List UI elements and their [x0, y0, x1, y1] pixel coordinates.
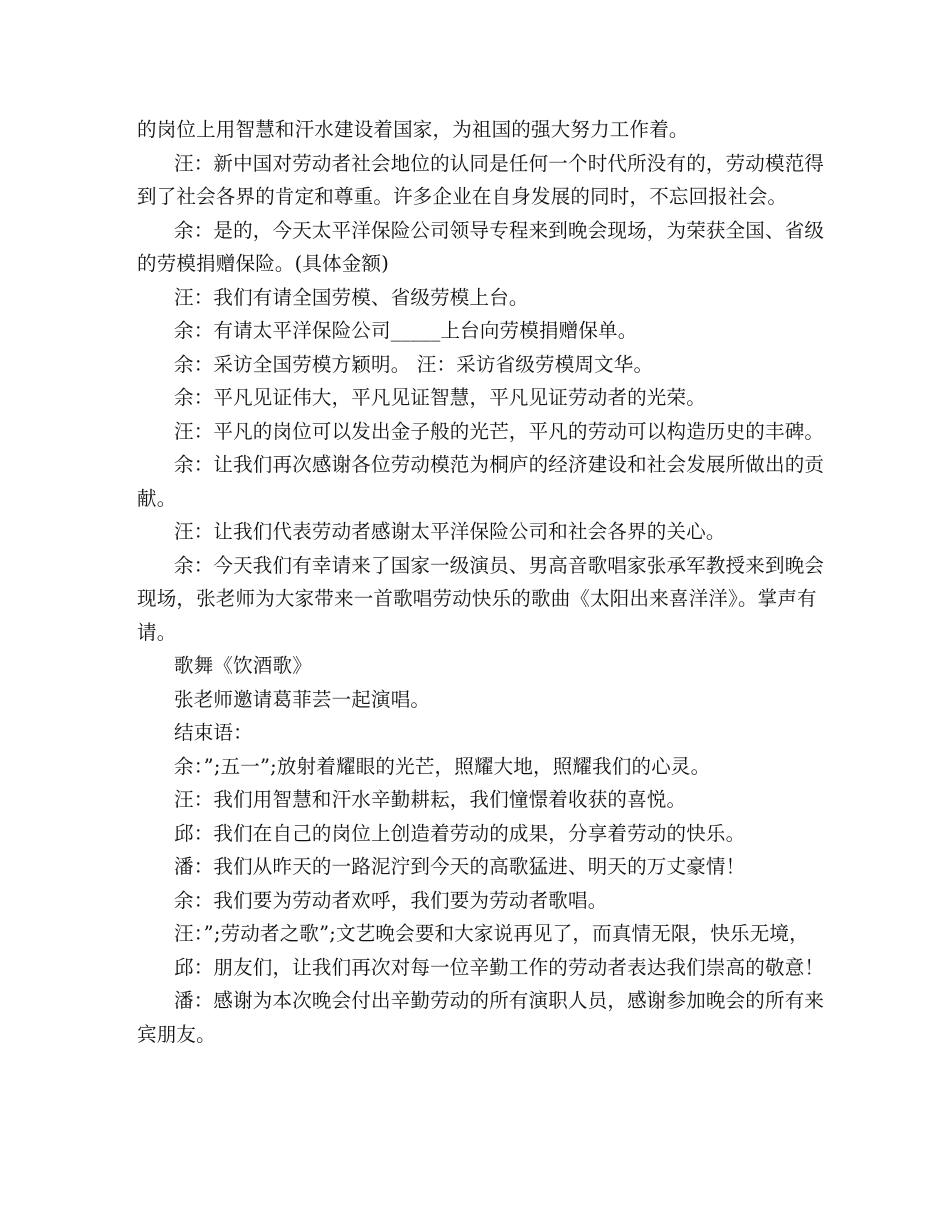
paragraph: 余：采访全国劳模方颖明。 汪：采访省级劳模周文华。: [174, 352, 654, 376]
paragraph: 余：有请太平洋保险公司_____上台向劳模捐赠保单。: [174, 319, 638, 342]
document-body: [137, 113, 827, 1051]
paragraph: 余：今天我们有幸请来了国家一级演员、男高音歌唱家张承军教授来到晚会现场，张老师为大家带来一首歌唱劳动快乐的歌曲《太阳出来喜洋洋》。掌声有请。: [137, 553, 825, 644]
paragraph: 汪：我们用智慧和汗水辛勤耕耘，我们憧憬着收获的喜悦。: [174, 788, 687, 811]
paragraph: 余：平凡见证伟大，平凡见证智慧，平凡见证劳动者的光荣。: [174, 386, 706, 409]
paragraph: 歌舞《饮酒歌》: [174, 654, 312, 677]
paragraph: 余：我们要为劳动者欢呼，我们要为劳动者歌唱。: [174, 888, 608, 912]
paragraph: 邱：朋友们，让我们再次对每一位辛勤工作的劳动者表达我们崇高的敬意！: [174, 955, 825, 979]
paragraph: 邱：我们在自己的岗位上创造着劳动的成果，分享着劳动的快乐。: [174, 821, 746, 845]
paragraph: 余：是的，今天太平洋保险公司领导专程来到晚会现场，为荣获全国、省级的劳模捐赠保险。(具体金额): [137, 218, 825, 275]
paragraph: 余：”;五一”;放射着耀眼的光芒，照耀大地，照耀我们的心灵。: [174, 754, 711, 778]
paragraph: 汪：我们有请全国劳模、省级劳模上台。: [174, 285, 529, 309]
paragraph: 汪：新中国对劳动者社会地位的认同是任何一个时代所没有的，劳动模范得到了社会各界的肯定和尊重。许多企业在自身发展的同时，不忘回报社会。: [137, 151, 825, 208]
paragraph: 汪：平凡的岗位可以发出金子般的光芒，平凡的劳动可以构造历史的丰碑。: [174, 419, 825, 443]
paragraph: 潘：感谢为本次晚会付出辛勤劳动的所有演职人员，感谢参加晚会的所有来宾朋友。: [137, 989, 825, 1046]
paragraph: 张老师邀请葛菲芸一起演唱。: [174, 687, 431, 711]
paragraph: 的岗位上用智慧和汗水建设着国家，为祖国的强大努力工作着。: [137, 118, 689, 141]
paragraph: 汪：让我们代表劳动者感谢太平洋保险公司和社会各界的关心。: [174, 520, 726, 543]
paragraph: 余：让我们再次感谢各位劳动模范为桐庐的经济建设和社会发展所做出的贡献。: [137, 453, 825, 510]
paragraph: 潘：我们从昨天的一路泥泞到今天的高歌猛进、明天的万丈豪情！: [174, 855, 746, 878]
paragraph: 结束语：: [174, 721, 253, 744]
paragraph: 汪：”;劳动者之歌”;文艺晚会要和大家说再见了，而真情无限，快乐无境，: [174, 922, 809, 945]
